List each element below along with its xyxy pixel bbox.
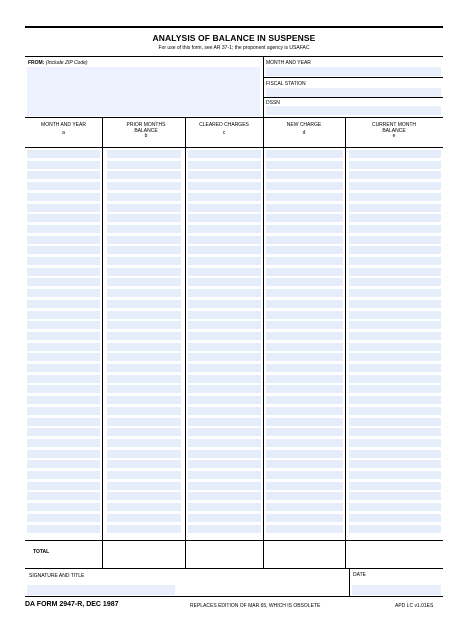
table-cell-a[interactable] xyxy=(27,396,100,404)
table-cell-d[interactable] xyxy=(266,503,343,511)
table-cell-e[interactable] xyxy=(349,525,441,533)
table-cell-a[interactable] xyxy=(27,375,100,383)
table-cell-b[interactable] xyxy=(107,471,181,479)
column-label-a: MONTH AND YEAR xyxy=(41,122,86,128)
table-cell-b[interactable] xyxy=(107,204,181,212)
table-cell-d[interactable] xyxy=(266,343,343,351)
table-cell-c[interactable] xyxy=(188,236,261,244)
table-cell-a[interactable] xyxy=(27,514,100,522)
table-cell-c[interactable] xyxy=(188,161,261,169)
table-cell-e[interactable] xyxy=(349,450,441,458)
table-cell-b[interactable] xyxy=(107,460,181,468)
table-cell-e[interactable] xyxy=(349,225,441,233)
table-cell-d[interactable] xyxy=(266,246,343,254)
table-cell-a[interactable] xyxy=(27,214,100,222)
table-cell-a[interactable] xyxy=(27,460,100,468)
table-cell-b[interactable] xyxy=(107,343,181,351)
table-cell-e[interactable] xyxy=(349,492,441,500)
table-cell-b[interactable] xyxy=(107,418,181,426)
table-cell-c[interactable] xyxy=(188,182,261,190)
table-cell-e[interactable] xyxy=(349,311,441,319)
table-cell-a[interactable] xyxy=(27,182,100,190)
from-hint: (Include ZIP Code) xyxy=(45,60,88,66)
table-cell-b[interactable] xyxy=(107,353,181,361)
column-label-c: CLEARED CHARGES xyxy=(199,122,249,128)
table-cell-a[interactable] xyxy=(27,150,100,158)
table-cell-e[interactable] xyxy=(349,471,441,479)
column-label-e: CURRENT MONTH BALANCE xyxy=(371,122,417,134)
table-cell-b[interactable] xyxy=(107,492,181,500)
table-cell-a[interactable] xyxy=(27,525,100,533)
table-cell-c[interactable] xyxy=(188,311,261,319)
table-cell-a[interactable] xyxy=(27,439,100,447)
fiscal-station-label: FISCAL STATION xyxy=(266,81,306,87)
table-cell-a[interactable] xyxy=(27,332,100,340)
table-cell-b[interactable] xyxy=(107,300,181,308)
table-cell-d[interactable] xyxy=(266,182,343,190)
table-cell-c[interactable] xyxy=(188,193,261,201)
table-cell-c[interactable] xyxy=(188,439,261,447)
table-cell-d[interactable] xyxy=(266,525,343,533)
table-cell-c[interactable] xyxy=(188,343,261,351)
table-cell-d[interactable] xyxy=(266,385,343,393)
dssn-label: DSSN xyxy=(266,100,280,106)
table-cell-d[interactable] xyxy=(266,332,343,340)
table-cell-c[interactable] xyxy=(188,385,261,393)
table-cell-b[interactable] xyxy=(107,514,181,522)
top-rule xyxy=(25,26,443,28)
table-cell-c[interactable] xyxy=(188,171,261,179)
table-cell-b[interactable] xyxy=(107,257,181,265)
table-cell-a[interactable] xyxy=(27,428,100,436)
table-cell-b[interactable] xyxy=(107,236,181,244)
table-cell-e[interactable] xyxy=(349,482,441,490)
table-cell-d[interactable] xyxy=(266,471,343,479)
table-cell-d[interactable] xyxy=(266,278,343,286)
table-cell-b[interactable] xyxy=(107,289,181,297)
table-cell-c[interactable] xyxy=(188,150,261,158)
table-body xyxy=(25,57,443,598)
table-cell-c[interactable] xyxy=(188,503,261,511)
table-cell-d[interactable] xyxy=(266,204,343,212)
column-letter-b: b xyxy=(144,133,148,139)
table-cell-b[interactable] xyxy=(107,439,181,447)
table-cell-b[interactable] xyxy=(107,428,181,436)
table-cell-a[interactable] xyxy=(27,300,100,308)
table-cell-e[interactable] xyxy=(349,407,441,415)
table-cell-d[interactable] xyxy=(266,364,343,372)
table-cell-e[interactable] xyxy=(349,460,441,468)
table-cell-b[interactable] xyxy=(107,503,181,511)
table-cell-b[interactable] xyxy=(107,246,181,254)
table-cell-a[interactable] xyxy=(27,364,100,372)
table-cell-e[interactable] xyxy=(349,353,441,361)
table-cell-a[interactable] xyxy=(27,321,100,329)
table-cell-c[interactable] xyxy=(188,375,261,383)
table-cell-d[interactable] xyxy=(266,460,343,468)
column-letter-e: e xyxy=(392,133,396,139)
table-cell-c[interactable] xyxy=(188,268,261,276)
table-cell-e[interactable] xyxy=(349,236,441,244)
table-cell-e[interactable] xyxy=(349,385,441,393)
table-cell-b[interactable] xyxy=(107,364,181,372)
table-cell-d[interactable] xyxy=(266,396,343,404)
table-cell-c[interactable] xyxy=(188,257,261,265)
table-cell-c[interactable] xyxy=(188,418,261,426)
table-cell-a[interactable] xyxy=(27,343,100,351)
table-cell-a[interactable] xyxy=(27,171,100,179)
table-cell-c[interactable] xyxy=(188,246,261,254)
table-cell-b[interactable] xyxy=(107,332,181,340)
table-cell-d[interactable] xyxy=(266,300,343,308)
table-cell-e[interactable] xyxy=(349,503,441,511)
table-cell-d[interactable] xyxy=(266,321,343,329)
table-cell-a[interactable] xyxy=(27,503,100,511)
table-cell-e[interactable] xyxy=(349,418,441,426)
form-title: ANALYSIS OF BALANCE IN SUSPENSE xyxy=(152,33,316,43)
table-cell-e[interactable] xyxy=(349,300,441,308)
table-cell-d[interactable] xyxy=(266,482,343,490)
table-cell-e[interactable] xyxy=(349,182,441,190)
table-cell-e[interactable] xyxy=(349,289,441,297)
table-cell-d[interactable] xyxy=(266,171,343,179)
total-bottom-line xyxy=(25,568,443,569)
table-cell-c[interactable] xyxy=(188,300,261,308)
table-cell-c[interactable] xyxy=(188,396,261,404)
table-cell-c[interactable] xyxy=(188,225,261,233)
signature-field[interactable] xyxy=(27,585,175,595)
table-cell-a[interactable] xyxy=(27,246,100,254)
table-cell-c[interactable] xyxy=(188,353,261,361)
table-cell-a[interactable] xyxy=(27,289,100,297)
table-cell-e[interactable] xyxy=(349,321,441,329)
form-id: DA FORM 2947-R, DEC 1987 xyxy=(25,601,119,608)
column-letter-c: c xyxy=(222,129,226,136)
table-cell-b[interactable] xyxy=(107,482,181,490)
table-cell-d[interactable] xyxy=(266,353,343,361)
table-cell-b[interactable] xyxy=(107,182,181,190)
table-cell-b[interactable] xyxy=(107,450,181,458)
table-cell-e[interactable] xyxy=(349,439,441,447)
table-cell-c[interactable] xyxy=(188,214,261,222)
table-cell-d[interactable] xyxy=(266,492,343,500)
table-cell-d[interactable] xyxy=(266,375,343,383)
table-cell-c[interactable] xyxy=(188,204,261,212)
table-cell-e[interactable] xyxy=(349,193,441,201)
table-cell-c[interactable] xyxy=(188,364,261,372)
table-cell-d[interactable] xyxy=(266,407,343,415)
table-cell-b[interactable] xyxy=(107,321,181,329)
table-cell-e[interactable] xyxy=(349,332,441,340)
table-cell-e[interactable] xyxy=(349,514,441,522)
table-cell-a[interactable] xyxy=(27,311,100,319)
table-cell-d[interactable] xyxy=(266,193,343,201)
table-cell-a[interactable] xyxy=(27,385,100,393)
form-version: APD LC v1.01ES xyxy=(395,603,434,609)
table-cell-b[interactable] xyxy=(107,396,181,404)
table-cell-a[interactable] xyxy=(27,407,100,415)
table-cell-a[interactable] xyxy=(27,353,100,361)
table-cell-b[interactable] xyxy=(107,268,181,276)
table-cell-e[interactable] xyxy=(349,428,441,436)
table-cell-c[interactable] xyxy=(188,471,261,479)
form-subtitle: For use of this form, see AR 37-1; the proponent agency is USAFAC xyxy=(158,45,310,51)
table-cell-c[interactable] xyxy=(188,332,261,340)
date-field[interactable] xyxy=(352,585,441,595)
from-label: FROM: xyxy=(28,60,45,66)
table-cell-d[interactable] xyxy=(266,225,343,233)
table-cell-a[interactable] xyxy=(27,257,100,265)
table-cell-a[interactable] xyxy=(27,236,100,244)
table-cell-d[interactable] xyxy=(266,311,343,319)
table-cell-d[interactable] xyxy=(266,514,343,522)
table-cell-d[interactable] xyxy=(266,161,343,169)
table-cell-e[interactable] xyxy=(349,171,441,179)
table-cell-a[interactable] xyxy=(27,278,100,286)
table-cell-d[interactable] xyxy=(266,289,343,297)
table-cell-d[interactable] xyxy=(266,150,343,158)
table-cell-a[interactable] xyxy=(27,225,100,233)
table-cell-d[interactable] xyxy=(266,450,343,458)
column-letter-a: a xyxy=(62,129,65,136)
date-label: DATE xyxy=(353,572,366,578)
column-letter-d: d xyxy=(302,129,306,136)
month-year-label: MONTH AND YEAR xyxy=(266,60,311,66)
table-cell-b[interactable] xyxy=(107,225,181,233)
table-cell-a[interactable] xyxy=(27,268,100,276)
table-cell-c[interactable] xyxy=(188,460,261,468)
table-cell-b[interactable] xyxy=(107,278,181,286)
table-cell-e[interactable] xyxy=(349,257,441,265)
table-cell-c[interactable] xyxy=(188,492,261,500)
table-cell-b[interactable] xyxy=(107,375,181,383)
table-cell-e[interactable] xyxy=(349,375,441,383)
table-cell-d[interactable] xyxy=(266,428,343,436)
column-label-d: NEW CHARGE xyxy=(286,122,322,128)
table-cell-d[interactable] xyxy=(266,418,343,426)
table-cell-c[interactable] xyxy=(188,514,261,522)
table-cell-b[interactable] xyxy=(107,407,181,415)
table-cell-c[interactable] xyxy=(188,525,261,533)
table-cell-b[interactable] xyxy=(107,311,181,319)
table-cell-b[interactable] xyxy=(107,193,181,201)
table-cell-e[interactable] xyxy=(349,161,441,169)
total-label: TOTAL xyxy=(33,549,50,555)
table-cell-c[interactable] xyxy=(188,428,261,436)
column-label-b: PRIOR MONTHS BALANCE xyxy=(126,122,166,134)
table-cell-a[interactable] xyxy=(27,204,100,212)
table-cell-c[interactable] xyxy=(188,482,261,490)
table-cell-e[interactable] xyxy=(349,214,441,222)
table-cell-a[interactable] xyxy=(27,161,100,169)
table-cell-a[interactable] xyxy=(27,492,100,500)
table-cell-b[interactable] xyxy=(107,171,181,179)
table-cell-d[interactable] xyxy=(266,439,343,447)
table-cell-d[interactable] xyxy=(266,257,343,265)
table-cell-c[interactable] xyxy=(188,321,261,329)
table-cell-a[interactable] xyxy=(27,471,100,479)
table-cell-e[interactable] xyxy=(349,396,441,404)
table-cell-e[interactable] xyxy=(349,268,441,276)
table-cell-b[interactable] xyxy=(107,385,181,393)
form-body xyxy=(25,56,443,597)
signature-label: SIGNATURE AND TITLE xyxy=(29,573,85,579)
total-top-line xyxy=(25,540,443,541)
table-cell-c[interactable] xyxy=(188,407,261,415)
table-cell-b[interactable] xyxy=(107,161,181,169)
table-cell-e[interactable] xyxy=(349,246,441,254)
table-cell-b[interactable] xyxy=(107,150,181,158)
table-cell-d[interactable] xyxy=(266,236,343,244)
table-cell-b[interactable] xyxy=(107,214,181,222)
table-cell-b[interactable] xyxy=(107,525,181,533)
table-cell-d[interactable] xyxy=(266,214,343,222)
table-cell-e[interactable] xyxy=(349,278,441,286)
table-cell-e[interactable] xyxy=(349,343,441,351)
table-cell-a[interactable] xyxy=(27,450,100,458)
replaces-note: REPLACES EDITION OF MAR 65, WHICH IS OBSOLETE xyxy=(190,603,321,609)
table-cell-c[interactable] xyxy=(188,289,261,297)
table-cell-e[interactable] xyxy=(349,204,441,212)
table-cell-c[interactable] xyxy=(188,278,261,286)
table-cell-a[interactable] xyxy=(27,193,100,201)
table-cell-e[interactable] xyxy=(349,150,441,158)
table-cell-d[interactable] xyxy=(266,268,343,276)
table-cell-c[interactable] xyxy=(188,450,261,458)
table-cell-e[interactable] xyxy=(349,364,441,372)
signature-divider xyxy=(349,568,350,597)
table-cell-a[interactable] xyxy=(27,482,100,490)
table-cell-a[interactable] xyxy=(27,418,100,426)
